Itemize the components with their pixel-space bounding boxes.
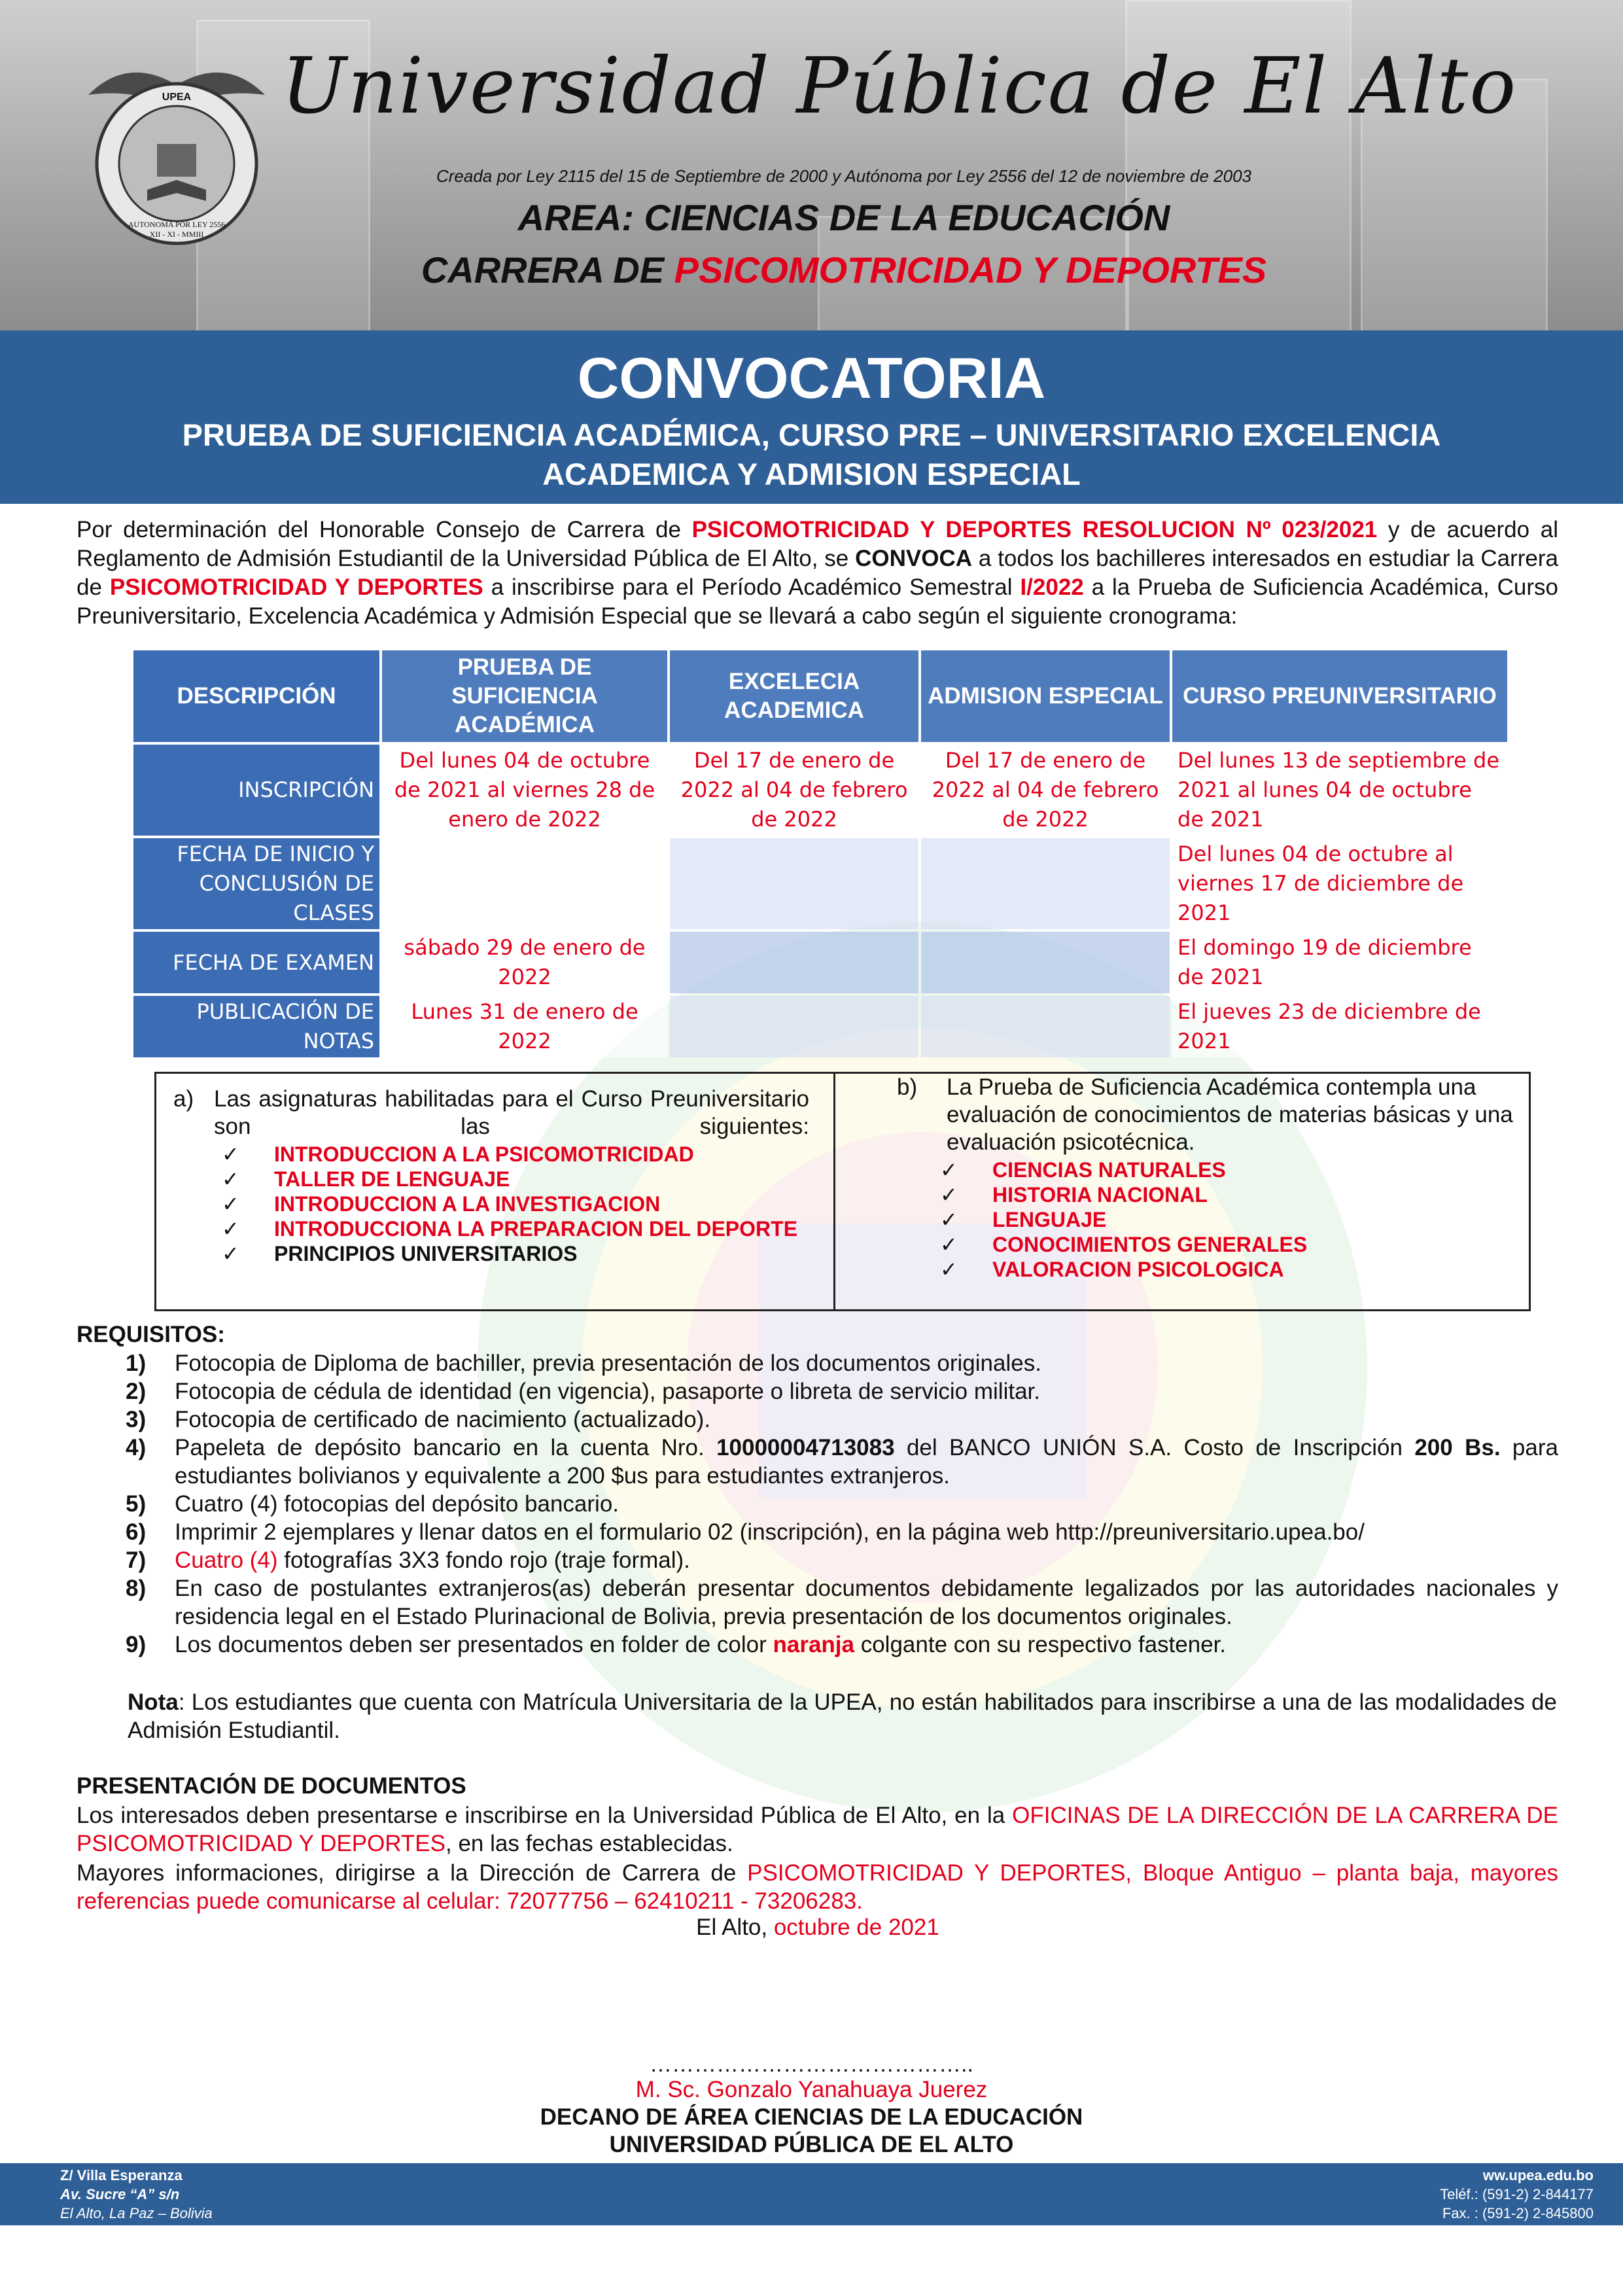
account-number: 10000004713083 — [716, 1435, 895, 1460]
university-seal-icon — [75, 49, 278, 252]
subject-name: HISTORIA NACIONAL — [992, 1183, 1208, 1207]
presentacion-text: , en las fechas establecidas. — [445, 1831, 733, 1856]
item-text: Imprimir 2 ejemplares y llenar datos en el formulario 02 (inscripción), en la página web http://preuniversitario.upea.bo/ — [175, 1519, 1365, 1545]
subjects-a-marker: a) — [173, 1086, 194, 1112]
item-text: En caso de postulantes extranjeros(as) deberán presentar documentos debidamente legalizados por las autoridades nacionales y residencia legal en el Estado Plurinacional de Bolivia, previa presentación de los documentos originales. — [175, 1576, 1558, 1629]
nota-label: Nota — [128, 1689, 179, 1715]
schedule-table — [131, 648, 1510, 1060]
check-icon: ✓ — [940, 1258, 958, 1281]
item-number: 9) — [126, 1632, 147, 1657]
table-cell: Del lunes 04 de octubre de 2021 al viernes 28 de enero de 2022 — [382, 745, 667, 836]
nota-paragraph — [128, 1688, 1557, 1744]
intro-text: y de acuerdo al Reglamento de Admisión Estudiantil de la Universidad Pública de El Alto, se — [77, 517, 1558, 571]
check-icon: ✓ — [222, 1142, 239, 1166]
list-item — [77, 1405, 1558, 1434]
item-number: 1) — [126, 1351, 147, 1376]
column-header: ADMISION ESPECIAL — [921, 650, 1170, 742]
date: octubre de 2021 — [773, 1915, 939, 1940]
intro-carrera: PSICOMOTRICIDAD Y DEPORTES — [109, 574, 483, 600]
column-header: CURSO PREUNIVERSITARIO — [1172, 650, 1507, 742]
page-header — [0, 0, 1623, 330]
list-item — [940, 1182, 1307, 1207]
table-cell — [921, 996, 1170, 1057]
signatory-name: M. Sc. Gonzalo Yanahuaya Juerez — [635, 2077, 988, 2102]
seal-text: UPEA — [162, 92, 192, 103]
subjects-column-a — [156, 1074, 835, 1309]
column-header: PRUEBA DE SUFICIENCIA ACADÉMICA — [382, 650, 667, 742]
requisitos-title: REQUISITOS: — [77, 1322, 225, 1347]
table-cell — [670, 996, 918, 1057]
table-cell: Del 17 de enero de 2022 al 04 de febrero de 2022 — [921, 745, 1170, 836]
nota-text: : Los estudiantes que cuenta con Matrícula Universitaria de la UPEA, no están habilitados para inscribirse a una de las modalidades de Admisión Estudiantil. — [128, 1689, 1557, 1743]
table-cell — [382, 838, 667, 929]
list-item — [77, 1631, 1558, 1659]
column-header: DESCRIPCIÓN — [133, 650, 379, 742]
seal-text: AUTONOMA POR LEY 2556 — [128, 220, 226, 229]
convocatoria-banner — [0, 330, 1623, 504]
table-cell — [670, 838, 918, 929]
table-row — [133, 932, 1507, 993]
list-item — [77, 1349, 1558, 1377]
subjects-box — [154, 1072, 1531, 1311]
item-text: Fotocopia de cédula de identidad (en vigencia), pasaporte o libreta de servicio militar. — [175, 1379, 1040, 1404]
subjects-a-list — [222, 1142, 797, 1266]
signature-line: …………………………………….. — [650, 2052, 973, 2077]
subject-name: INTRODUCCION A LA PSICOMOTRICIDAD — [274, 1142, 694, 1166]
table-cell: Del lunes 13 de septiembre de 2021 al lunes 04 de octubre de 2021 — [1172, 745, 1507, 836]
signatory-position: DECANO DE ÁREA CIENCIAS DE LA EDUCACIÓN — [540, 2104, 1083, 2130]
footer-zone: Z/ Villa Esperanza — [60, 2167, 183, 2183]
table-cell: Lunes 31 de enero de 2022 — [382, 996, 667, 1057]
folder-color: naranja — [773, 1632, 854, 1657]
intro-period: I/2022 — [1020, 574, 1084, 600]
check-icon: ✓ — [222, 1167, 239, 1191]
check-icon: ✓ — [222, 1192, 239, 1216]
intro-text: Por determinación del Honorable Consejo de Carrera de — [77, 517, 692, 542]
convocatoria-subtitle: PRUEBA DE SUFICIENCIA ACADÉMICA, CURSO PRE – UNIVERSITARIO EXCELENCIA ACADEMICA Y ADMISION ESPECIAL — [182, 417, 1441, 491]
list-item — [940, 1157, 1307, 1182]
presentacion-contact-info: PSICOMOTRICIDAD Y DEPORTES, Bloque Antiguo – planta baja, mayores referencias puede comunicarse al celular: 72077756 – 62410211 - 73206283. — [77, 1860, 1558, 1914]
check-icon: ✓ — [940, 1183, 958, 1207]
presentacion-office: OFICINAS DE LA DIRECCIÓN DE LA CARRERA DE PSICOMOTRICIDAD Y DEPORTES — [77, 1803, 1558, 1856]
item-number: 8) — [126, 1576, 147, 1601]
requisitos-list — [77, 1349, 1558, 1659]
footer-contact — [1440, 2166, 1594, 2223]
carrera-name: PSICOMOTRICIDAD Y DEPORTES — [674, 249, 1267, 291]
intro-text: a inscribirse para el Período Académico Semestral — [483, 574, 1021, 600]
row-label: PUBLICACIÓN DE NOTAS — [133, 996, 379, 1057]
check-icon: ✓ — [222, 1242, 239, 1265]
item-number: 6) — [126, 1519, 147, 1545]
list-item — [940, 1257, 1307, 1282]
check-icon: ✓ — [940, 1233, 958, 1256]
table-cell: El domingo 19 de diciembre de 2021 — [1172, 932, 1507, 993]
intro-text: a todos los bachilleres interesados en estudiar la Carrera de — [77, 546, 1558, 600]
row-label: INSCRIPCIÓN — [133, 745, 379, 836]
item-text: Fotocopia de certificado de nacimiento (actualizado). — [175, 1407, 711, 1432]
item-text: Fotocopia de Diploma de bachiller, previa presentación de los documentos originales. — [175, 1351, 1041, 1376]
page-footer — [0, 2163, 1623, 2225]
subjects-column-b — [835, 1074, 1529, 1309]
table-header-row — [133, 650, 1507, 742]
area-title: AREA: CIENCIAS DE LA EDUCACIÓN — [517, 197, 1170, 238]
item-text: Papeleta de depósito bancario en la cuenta Nro. — [175, 1435, 717, 1460]
table-row — [133, 745, 1507, 836]
table-cell: Del 17 de enero de 2022 al 04 de febrero de 2022 — [670, 745, 918, 836]
item-text: del BANCO UNIÓN S.A. Costo de Inscripción — [894, 1435, 1415, 1460]
list-item — [77, 1490, 1558, 1518]
presentacion-text: Los interesados deben presentarse e inscribirse en la Universidad Pública de El Alto, en la — [77, 1803, 1013, 1828]
subject-name: CONOCIMIENTOS GENERALES — [992, 1233, 1308, 1256]
list-item — [940, 1207, 1307, 1232]
table-cell: El jueves 23 de diciembre de 2021 — [1172, 996, 1507, 1057]
footer-phone: Teléf.: (591-2) 2-844177 — [1440, 2186, 1594, 2202]
row-label: FECHA DE EXAMEN — [133, 932, 379, 993]
subject-name: CIENCIAS NATURALES — [992, 1158, 1226, 1182]
intro-paragraph — [77, 516, 1558, 631]
intro-resolution: PSICOMOTRICIDAD Y DEPORTES RESOLUCION Nº 023/2021 — [691, 517, 1378, 542]
carrera-title — [288, 249, 1400, 291]
item-text: colgante con su respectivo fastener. — [854, 1632, 1227, 1657]
row-label: FECHA DE INICIO Y CONCLUSIÓN DE CLASES — [133, 838, 379, 929]
footer-fax: Fax. : (591-2) 2-845800 — [1442, 2205, 1594, 2221]
check-icon: ✓ — [222, 1217, 239, 1241]
item-number: 2) — [126, 1379, 147, 1404]
item-text: para estudiantes bolivianos y equivalente a 200 $us para estudiantes extranjeros. — [175, 1435, 1558, 1489]
list-item — [77, 1377, 1558, 1405]
subject-name: VALORACION PSICOLOGICA — [992, 1258, 1284, 1281]
subject-name: INTRODUCCIONA LA PREPARACION DEL DEPORTE — [274, 1217, 798, 1241]
check-icon: ✓ — [940, 1158, 958, 1182]
table-cell: sábado 29 de enero de 2022 — [382, 932, 667, 993]
signatory-institution: UNIVERSIDAD PÚBLICA DE EL ALTO — [609, 2132, 1014, 2157]
subjects-a-description: Las asignaturas habilitadas para el Curso Preuniversitario son las siguientes: — [214, 1086, 809, 1139]
list-item — [222, 1241, 797, 1266]
item-text: fotografías 3X3 fondo rojo (traje formal). — [277, 1547, 690, 1573]
check-icon: ✓ — [940, 1208, 958, 1231]
carrera-prefix: CARRERA DE — [421, 249, 674, 291]
list-item — [77, 1574, 1558, 1631]
table-cell — [670, 932, 918, 993]
item-text: Cuatro (4) fotocopias del depósito bancario. — [175, 1491, 620, 1517]
list-item — [222, 1216, 797, 1241]
item-number: 7) — [126, 1547, 147, 1573]
column-header: EXCELECIA ACADEMICA — [670, 650, 918, 742]
list-item — [77, 1546, 1558, 1574]
presentacion-paragraph — [77, 1801, 1558, 1858]
list-item — [222, 1192, 797, 1216]
seal-text: XII - XI - MMIII — [149, 230, 204, 239]
list-item — [77, 1434, 1558, 1490]
subject-name: TALLER DE LENGUAJE — [274, 1167, 510, 1191]
list-item — [77, 1518, 1558, 1546]
item-text: Los documentos deben ser presentados en folder de color — [175, 1632, 773, 1657]
subject-name: INTRODUCCION A LA INVESTIGACION — [274, 1192, 661, 1216]
table-cell: Del lunes 04 de octubre al viernes 17 de diciembre de 2021 — [1172, 838, 1507, 929]
footer-city: El Alto, La Paz – Bolivia — [60, 2205, 213, 2221]
convocatoria-title: CONVOCATORIA — [577, 345, 1046, 410]
list-item — [222, 1167, 797, 1192]
footer-website: ww.upea.edu.bo — [1482, 2167, 1594, 2183]
item-number: 5) — [126, 1491, 147, 1517]
university-title: Universidad Pública de El Alto — [281, 41, 1518, 131]
table-cell — [921, 838, 1170, 929]
table-row — [133, 838, 1507, 929]
footer-address — [60, 2166, 213, 2223]
subjects-a-text — [214, 1086, 809, 1140]
subject-name: LENGUAJE — [992, 1208, 1107, 1231]
presentacion-title: PRESENTACIÓN DE DOCUMENTOS — [77, 1773, 466, 1799]
subject-name: PRINCIPIOS UNIVERSITARIOS — [274, 1242, 578, 1265]
item-number: 3) — [126, 1407, 147, 1432]
presentacion-text: Mayores informaciones, dirigirse a la Dirección de Carrera de — [77, 1860, 748, 1886]
footer-street: Av. Sucre “A” s/n — [60, 2186, 180, 2202]
item-number: 4) — [126, 1435, 147, 1460]
place: El Alto, — [696, 1915, 774, 1940]
inscription-cost: 200 Bs. — [1414, 1435, 1501, 1460]
university-creation-note: Creada por Ley 2115 del 15 de Septiembre de 2000 y Autónoma por Ley 2556 del 12 de noviembre de 2003 — [436, 166, 1251, 186]
intro-text: a la Prueba de Suficiencia Académica, Curso Preuniversitario, Excelencia Académica y Admisión Especial que se llevará a cabo según el siguiente cronograma: — [77, 574, 1559, 629]
list-item — [222, 1142, 797, 1167]
subjects-b-text: La Prueba de Suficiencia Académica contempla una evaluación de conocimientos de materias básicas y una evaluación psicotécnica. — [947, 1074, 1513, 1155]
presentacion-contact — [77, 1859, 1558, 1915]
subjects-b-list — [940, 1157, 1307, 1282]
list-item — [940, 1232, 1307, 1257]
subjects-b-marker: b) — [897, 1074, 918, 1100]
table-cell — [921, 932, 1170, 993]
place-date — [0, 1915, 1623, 1941]
intro-convoca: CONVOCA — [855, 546, 973, 571]
photo-count: Cuatro (4) — [175, 1547, 278, 1573]
table-row — [133, 996, 1507, 1057]
